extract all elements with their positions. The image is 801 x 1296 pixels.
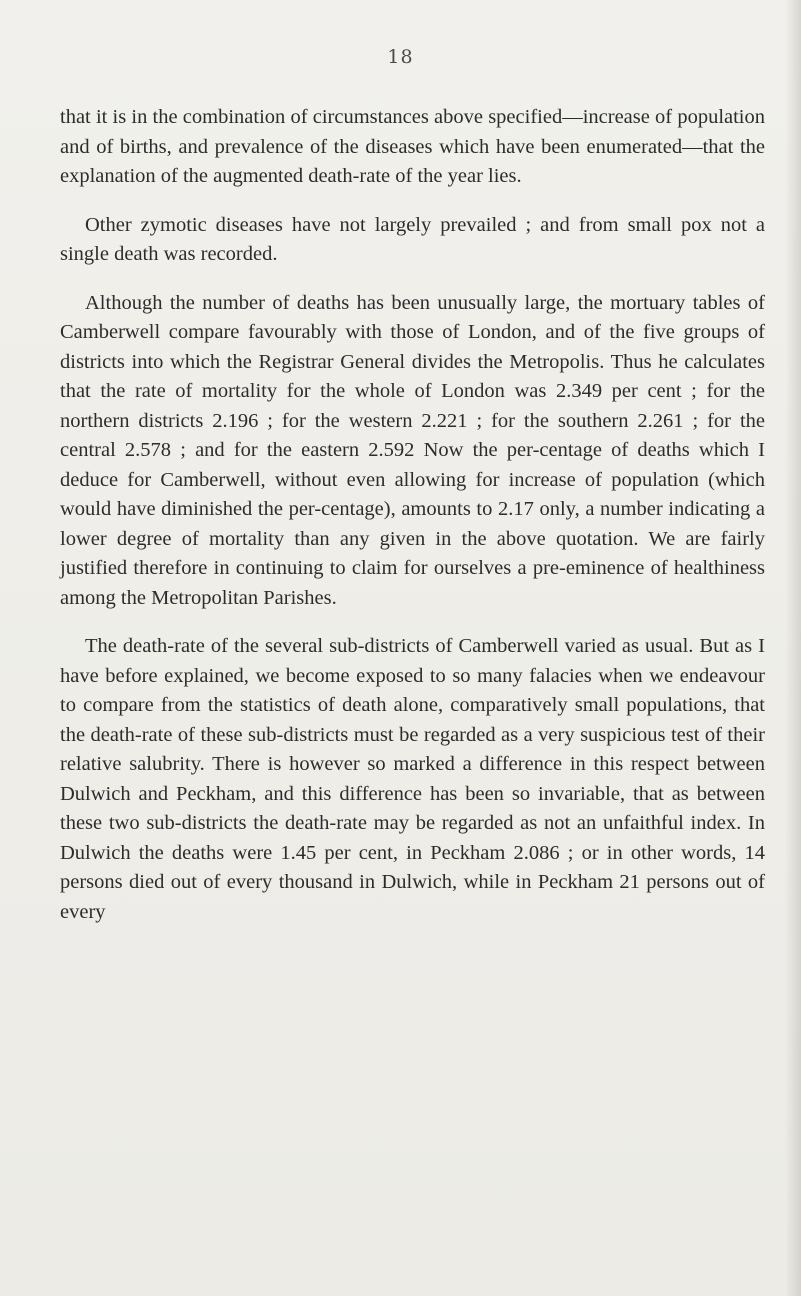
paragraph-sub-district-death-rate: The death-rate of the several sub-districts of Camberwell varied as usual. But as I have before explained, we become exposed to so many falacies when we endeavour to compare from the statistics of death alone, comparatively small populations, that the death-rate of these sub-districts must be regarded as a very suspicious test of their relative salubrity. There is however so marked a difference in this respect between Dulwich and Peckham, and this difference has been so invariable, that as between these two sub-districts the death-rate may be regarded as not an unfaithful index. In Dulwich the deaths were 1.45 per cent, in Peckham 2.086 ; or in other words, 14 persons died out of every thousand in Dulwich, while in Peckham 21 persons out of every <box>60 635 765 923</box>
paragraph-mortality-comparison: Although the number of deaths has been unusually large, the mortuary tables of Camberwell compare favourably with those of London, and of the five groups of districts into which the Registrar General divides the Metropolis. Thus he calculates that the rate of mortality for the whole of London was 2.349 per cent ; for the northern districts 2.196 ; for the western 2.221 ; for the southern 2.261 ; for the central 2.578 ; and for the eastern 2.592 Now the per-centage of deaths which I deduce for Camberwell, without even allowing for increase of population (which would have diminished the per-centage), amounts to 2.17 only, a number indicating a lower degree of mortality than any given in the above quotation. We are fairly justified therefore in continuing to claim for ourselves a pre-eminence of healthiness among the Metropolitan Parishes. <box>60 291 765 609</box>
paragraph-continuation: that it is in the combination of circumstances above specified—increase of population and of births, and prevalence of the diseases which have been enumerated—that the explanation of the augmented death-rate of the year lies. <box>60 106 765 187</box>
body-text <box>60 103 765 946</box>
paragraph-zymotic-diseases: Other zymotic diseases have not largely prevailed ; and from small pox not a single death was recorded. <box>60 213 765 265</box>
page-edge-shadow <box>785 0 801 1296</box>
page-number: 18 <box>387 46 414 68</box>
